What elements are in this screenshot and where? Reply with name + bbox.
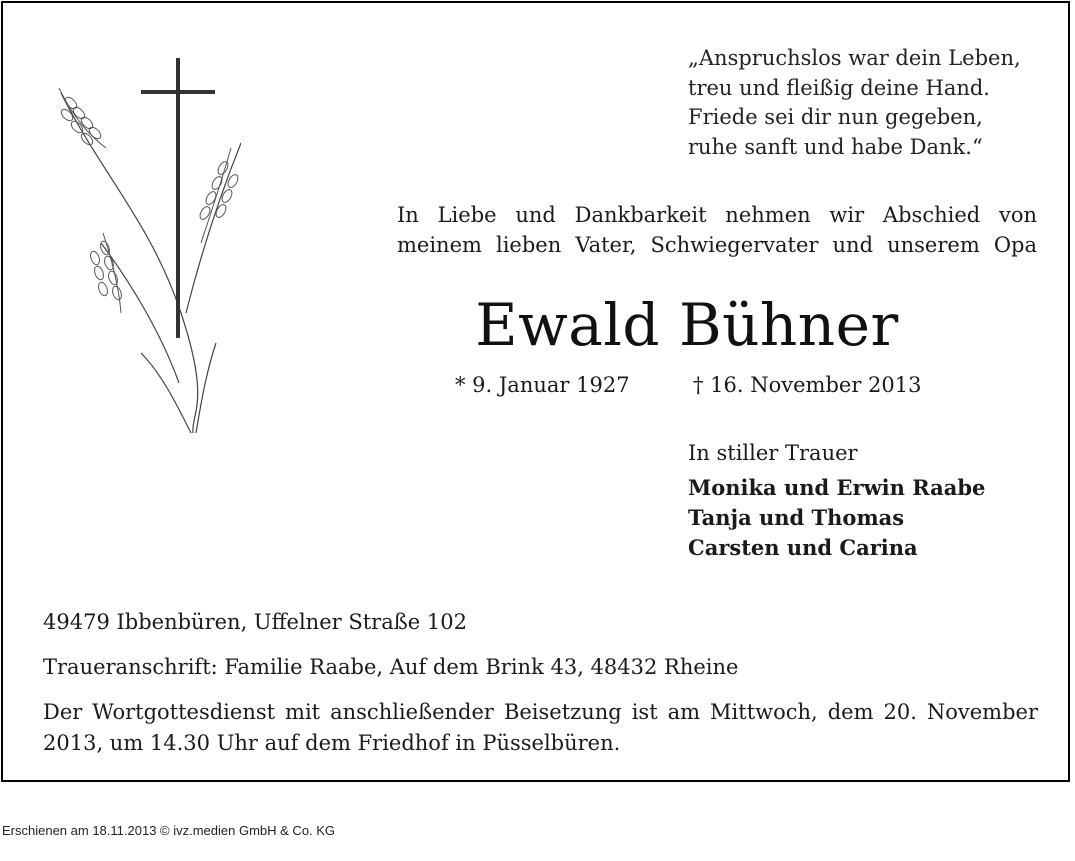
poem-line: treu und fleißig deine Hand. [688,75,990,100]
poem-line: ruhe sanft und habe Dank.“ [688,134,983,159]
publication-footer: Erschienen am 18.11.2013 © ivz.medien GmbH & Co. KG [2,823,336,838]
service-info [43,697,1038,759]
service-line: Der Wortgottesdienst mit anschließender Beisetzung ist am Mittwoch, dem 20. November [43,700,1038,724]
service-line: 2013, um 14.30 Uhr auf dem Friedhof in Püsselbüren. [43,731,621,755]
cross-with-wheat-icon [41,53,241,438]
death-date: † 16. November 2013 [693,373,922,397]
intro-line: meinem lieben Vater, Schwiegervater und unserem Opa [397,233,1037,257]
obituary-frame [1,1,1070,782]
birth-date: * 9. Januar 1927 [455,373,630,397]
deceased-name: Ewald Bühner [475,291,899,359]
home-address: 49479 Ibbenbüren, Uffelner Straße 102 [43,610,467,634]
mourning-label: In stiller Trauer [688,441,858,465]
family-list [688,473,985,563]
family-member: Monika und Erwin Raabe [688,475,986,500]
poem-quote [688,44,1021,162]
poem-line: Friede sei dir nun gegeben, [688,105,983,129]
family-member: Tanja und Thomas [688,505,905,530]
intro-line: In Liebe und Dankbarkeit nehmen wir Abschied von [397,203,1037,227]
poem-line: „Anspruchslos war dein Leben, [688,46,1021,70]
mourning-address: Traueranschrift: Familie Raabe, Auf dem Brink 43, 48432 Rheine [43,655,739,679]
intro-text [397,200,1037,260]
family-member: Carsten und Carina [688,535,918,560]
